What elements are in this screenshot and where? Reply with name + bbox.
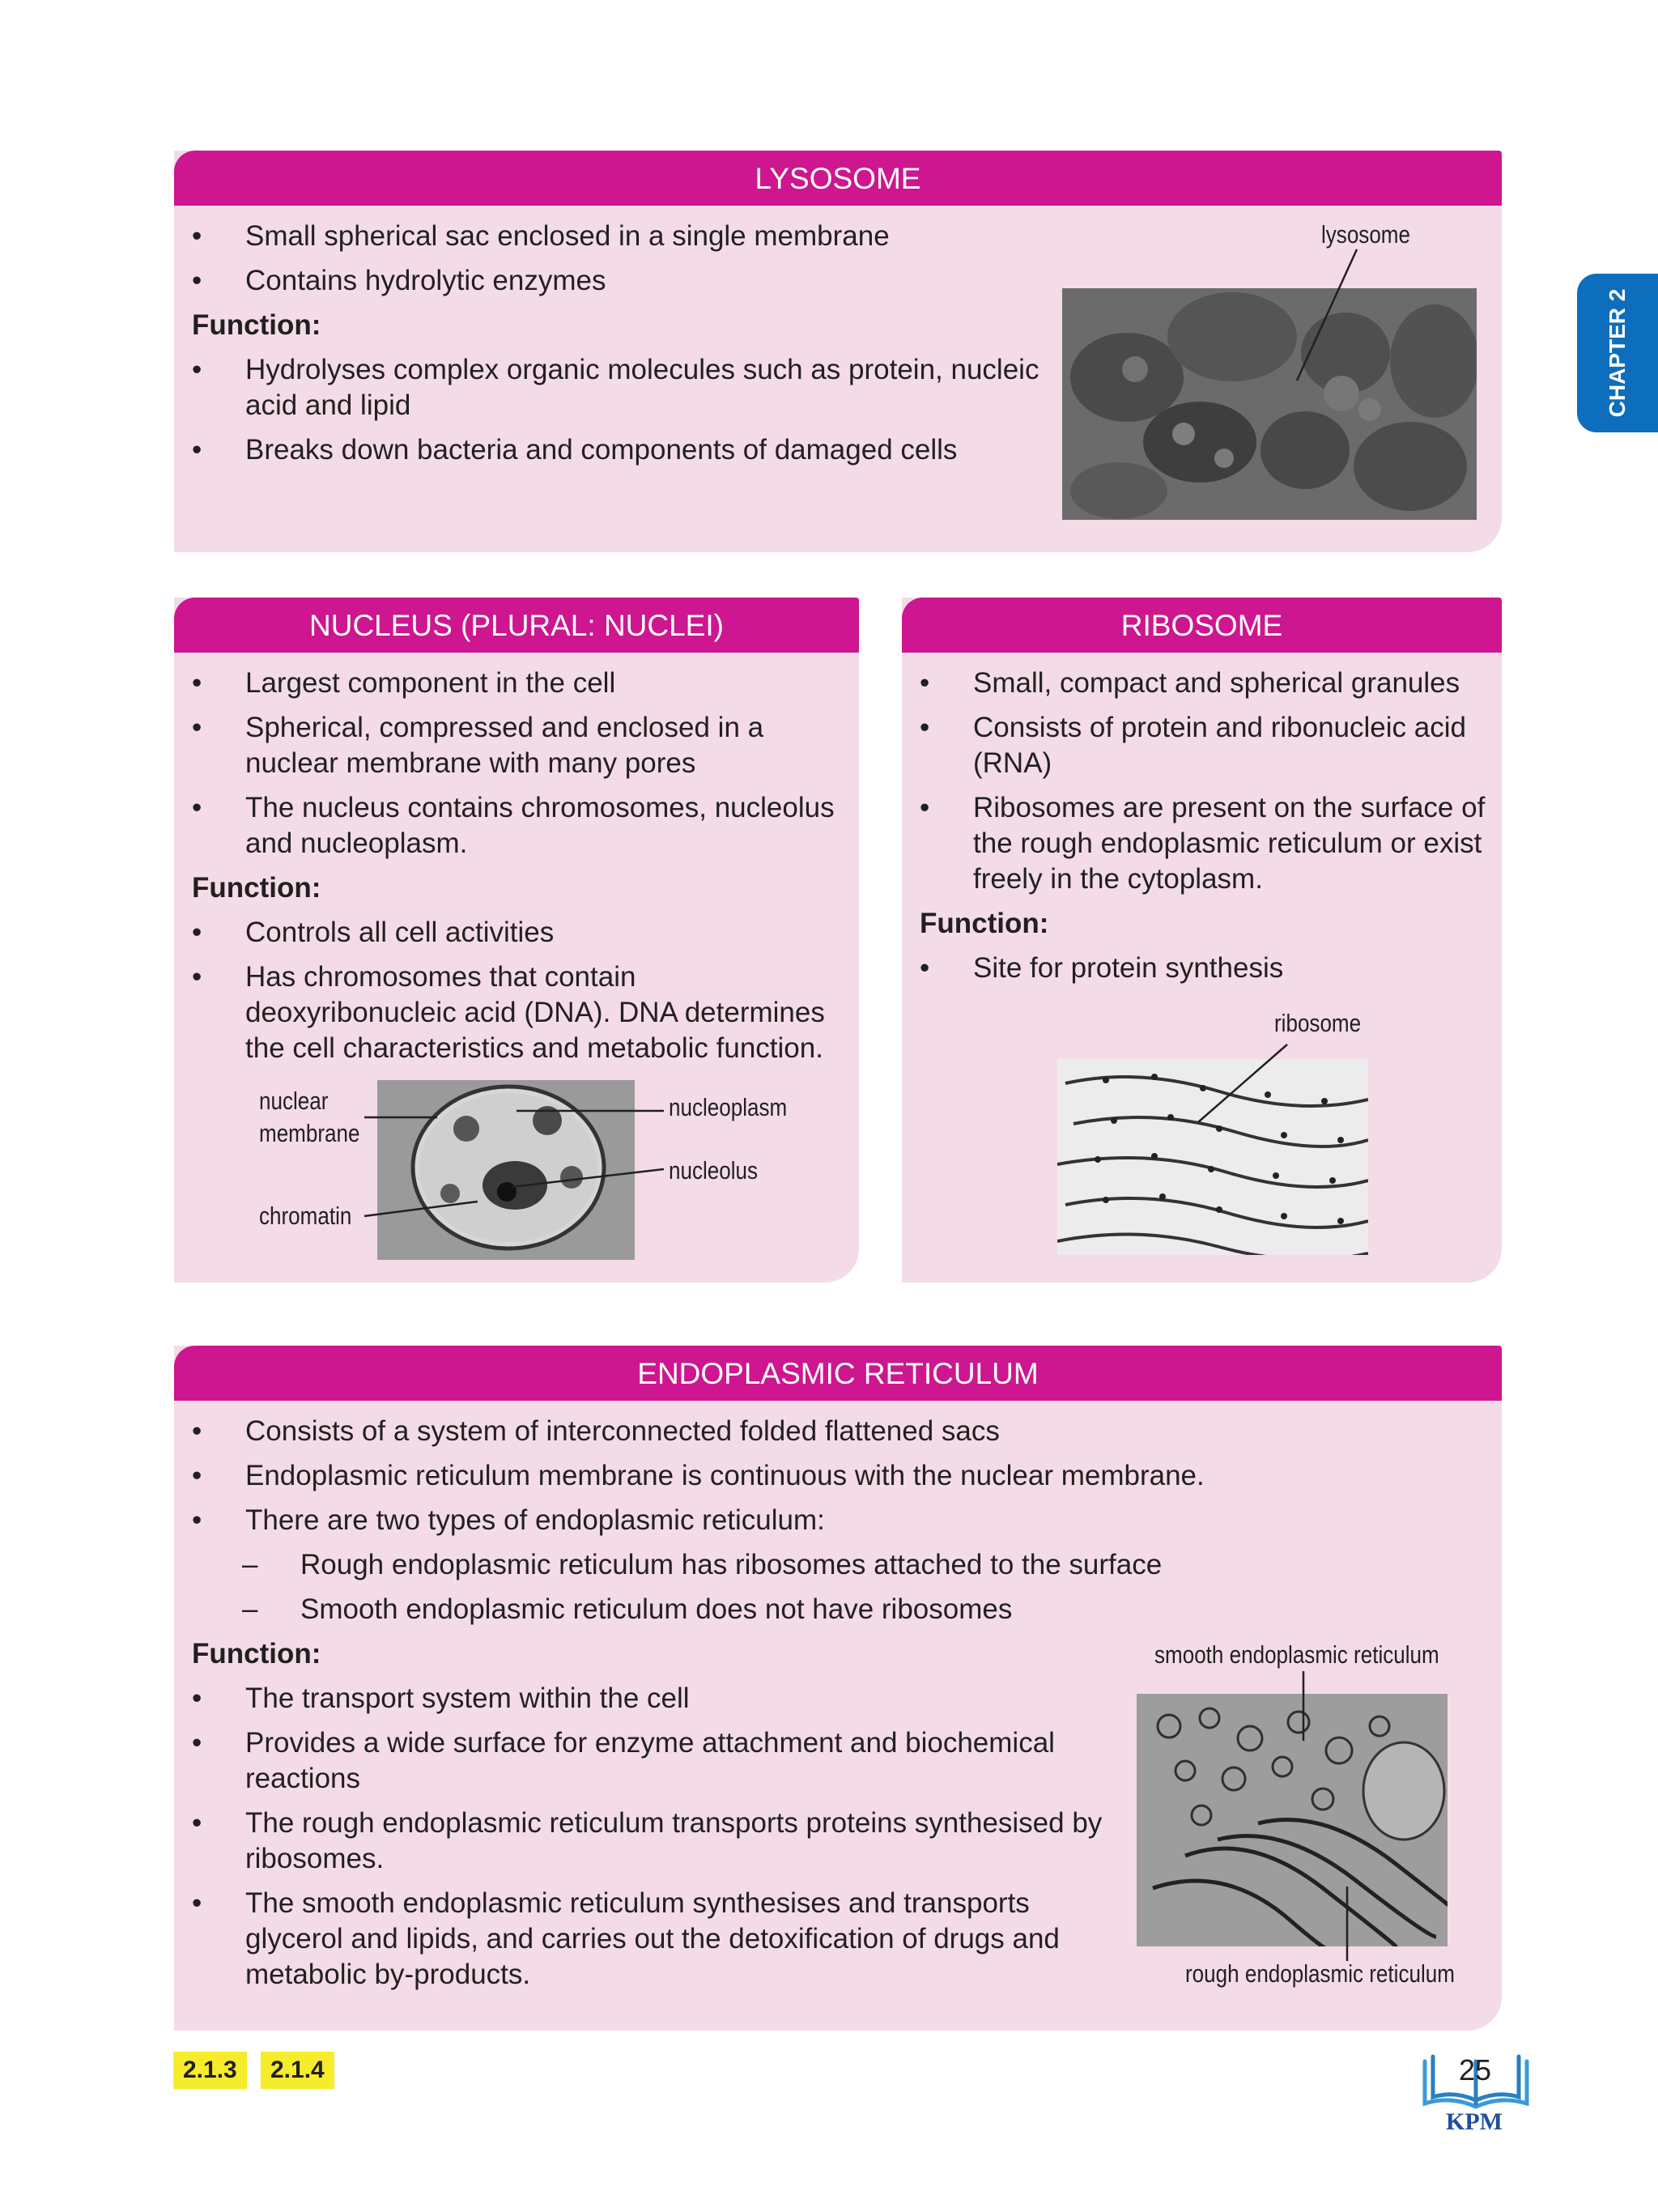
- standard-tag: 2.1.4: [261, 2052, 334, 2089]
- publisher-label: KPM: [1446, 2108, 1503, 2135]
- list-item: • Breaks down bacteria and components of damaged cells: [192, 434, 958, 466]
- list-item: • Endoplasmic reticulum membrane is continuous with the nuclear membrane.: [192, 1460, 1205, 1491]
- standard-tag: 2.1.3: [173, 2052, 247, 2089]
- function-heading: Function:: [192, 872, 321, 904]
- ribosome-label: ribosome: [1274, 1009, 1362, 1037]
- list-item: • The smooth endoplasmic reticulum synthesises and transports glycerol and lipids, and carries out the detoxification of drugs and metabolic by-products.: [192, 1887, 1060, 1990]
- function-heading: Function:: [920, 908, 1049, 939]
- list-item: • Controls all cell activities: [192, 917, 555, 948]
- page-number: 25: [1459, 2053, 1492, 2087]
- kpm-logo: [1418, 2050, 1533, 2139]
- ribosome-micrograph: [1057, 1059, 1368, 1255]
- list-item: • Consists of protein and ribonucleic acid (RNA): [920, 712, 1466, 779]
- list-item: • The transport system within the cell: [192, 1682, 690, 1714]
- list-item: • Largest component in the cell: [192, 667, 616, 699]
- list-item: • The nucleus contains chromosomes, nucleolus and nucleoplasm.: [192, 792, 835, 859]
- function-heading: Function:: [192, 1638, 321, 1670]
- lysosome-micrograph: [1062, 288, 1477, 520]
- nucleus-title: NUCLEUS (PLURAL: NUCLEI): [174, 598, 859, 653]
- list-item: • Spherical, compressed and enclosed in a nuclear membrane with many pores: [192, 712, 764, 779]
- rough-er-label: rough endoplasmic reticulum: [1185, 1959, 1455, 1988]
- list-item: • Contains hydrolytic enzymes: [192, 265, 606, 296]
- list-item: • Ribosomes are present on the surface of the rough endoplasmic reticulum or exist freely in the cytoplasm.: [920, 792, 1486, 895]
- list-item: – Rough endoplasmic reticulum has ribosomes attached to the surface: [242, 1549, 1163, 1580]
- nuclear-membrane-label-1: nuclear: [259, 1087, 329, 1115]
- list-item: • Small spherical sac enclosed in a single membrane: [192, 220, 890, 252]
- nucleolus-label: nucleolus: [669, 1156, 759, 1185]
- list-item: • Has chromosomes that contain deoxyribonucleic acid (DNA). DNA determines the cell characteristics and metabolic function.: [192, 961, 825, 1064]
- nucleus-micrograph: [377, 1080, 635, 1260]
- list-item: • Site for protein synthesis: [920, 952, 1284, 984]
- list-item: • Small, compact and spherical granules: [920, 667, 1460, 699]
- ribosome-title: RIBOSOME: [902, 598, 1502, 653]
- chromatin-label: chromatin: [259, 1202, 352, 1230]
- chapter-tab-label: CHAPTER 2: [1605, 288, 1630, 418]
- function-heading: Function:: [192, 309, 321, 341]
- er-micrograph: [1137, 1694, 1448, 1946]
- lysosome-label: lysosome: [1321, 220, 1410, 249]
- list-item: • Consists of a system of interconnected folded flattened sacs: [192, 1415, 1000, 1447]
- er-title: ENDOPLASMIC RETICULUM: [174, 1346, 1502, 1401]
- list-item: • There are two types of endoplasmic reticulum:: [192, 1504, 825, 1536]
- list-item: • Hydrolyses complex organic molecules such as protein, nucleic acid and lipid: [192, 354, 1039, 421]
- nuclear-membrane-label-2: membrane: [259, 1119, 360, 1147]
- list-item: • Provides a wide surface for enzyme attachment and biochemical reactions: [192, 1727, 1055, 1794]
- nucleoplasm-label: nucleoplasm: [669, 1093, 788, 1121]
- list-item: – Smooth endoplasmic reticulum does not have ribosomes: [242, 1593, 1013, 1625]
- chapter-tab: [1577, 274, 1658, 432]
- smooth-er-label: smooth endoplasmic reticulum: [1154, 1640, 1439, 1669]
- lysosome-title: LYSOSOME: [174, 151, 1502, 206]
- list-item: • The rough endoplasmic reticulum transports proteins synthesised by ribosomes.: [192, 1807, 1103, 1874]
